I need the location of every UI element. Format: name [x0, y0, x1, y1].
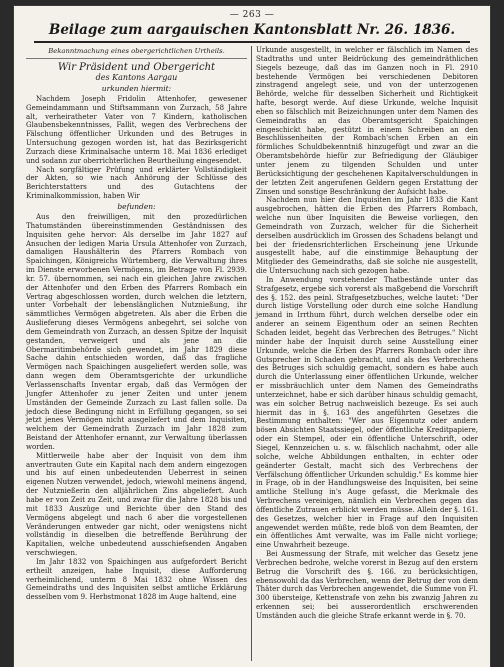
heading-canton: des Kantons Aargau: [95, 72, 178, 82]
announcement-line: Bekanntmachung eines obergerichtlichen Urtheils.: [26, 46, 247, 59]
page-number: — 263 —: [229, 10, 275, 20]
newspaper-page: [14, 6, 490, 667]
paragraph: Nach sorgfältiger Prüfung und erklärter Vollständigkeit der Akten, so wie nach Anhörung der Schlüsse des Berichterstatters und des Gutachtens der Kriminalkommission, haben Wir: [26, 165, 247, 201]
heading-found: befunden:: [117, 201, 156, 211]
text-columns: [22, 46, 482, 661]
paragraph: Nachdem Joseph Fridolin Attenhofer, gewesener Gemeindammann und Stiftsammann von Zurzach, 58 Jahre alt, verheiratheter Vater von 7 Kindern, katholischen Glaubensbekenntnisses, Fallit, wegen des Verbrechens der Fälschung öffentlicher Urkunden und des Betruges in Untersuchung gezogen worden ist, hat das Bezirksgericht Zurzach diese Kriminalsache unterm 18. Mai 1836 erlediget und sodann zur oberrichterlichen Beurtheilung eingesendet.: [26, 94, 247, 165]
paragraph: In Anwendung vorstehender Thatbestände unter das Strafgesetz, ergebe sich vorerst als maßgebend die Vorschrift des §. 152. des peinl. Strafgesetzbuches, welche lautet: "Der durch listige Vorstellung oder durch eine solche Handlung jemand in Irrthum führt, durch welchen derselbe oder ein anderer an seinem Eigenthum oder an seinen Rechten Schaden leidet, begeht das Verbrechen des Betruges." Nicht minder habe der Inquisit durch seine Ausstellung einer Urkunde, welche die Erben des Pfarrers Rombach oder ihre Gutsprecher in Schaden gebracht, und als des Verbrechens des Betruges sich schuldig gemacht, sondern es habe auch durch die Unterlassung einer öffentlichen Urkunde, welcher er missbräuchlich unter dem Namen des Gemeindraths unterzeichnet, habe er sich darüber hinaus schuldig gemacht, was ein solcher Betrug nachweislich bezeuge. Es sei auch hiermit das in §. 163 des angeführten Gesetzes die Bestimmung enthalten: "Wer aus Eigennutz oder andern bösen Absichten Staatssiegel, oder öffentliche Kreditpapiere, oder ein Stempel, oder ein öffentliche Unterschrift, oder Siegel, Kennzeichen u. s. w. fälschlich nachahmt, oder alle solche, welche Abbildungen enthalten, in echter oder geänderter Gestalt, macht sich des Verbrechens der Verfälschung öffentlicher Urkunden schuldig." Es komme hier in Frage, ob in der Handlungsweise des Inquisiten, bei seine amtliche Stellung in's Auge gefasst, die Merkmale des Verbrechens vereinigen, nämlich ein Verbrechen gegen das öffentliche Zutrauen erblickt werden müsse. Allein der §. 161. des Gesetzes, welcher hier in Frage auf den Inquisiten angewendet werden müßte, rede bloß von dem Beamten, der ein öffentliches Amt verwalte, was im Falle nicht vorliege; eine Unwahrheit bezeuge.: [256, 275, 478, 550]
left-column: [22, 46, 252, 661]
paragraph: Im Jahr 1832 von Spaichingen aus aufgefordert Bericht ertheilt anzeigen, habe Inquisit, diese Aufforderung verheimlichend, unterm 8 Mai 1832 ohne Wissen des Gemeindraths und des Inquisiten selbst amtliche Erklärung desselben vom 9. Herbstmonat 1828 im Auge haltend, eine: [26, 557, 247, 602]
paragraph: Aus den freiwilligen, mit den prozedürlichen Thatumständen übereinstimmenden Geständnissen des Inquisiten gehe hervor: Als derselbe im Jahr 1827 auf Ansuchen der ledigen Maria Ursula Attenhofer von Zurzach, damaligen Haushälterin des Pfarrers Rombach von Spaichingen, Königreichs Würtemberg, die Verwaltung ihres im Dienste erworbenen Vermögens, im Betrage von Fl. 2939. kr. 57. übernommen, sei nach ein gleichen Jahre zwischen der Attenhofer und den Erben des Pfarrers Rombach ein Vertrag abgeschlossen worden, durch welchen die letztern, unter Vorbehalt der lebenslänglichen Nutznießung, ihr sämmtliches Vermögen abgetreten. Als aber die Erben die Auslieferung dieses Vermögens anbegehrt, sei solche von dem Gemeindrath von Zurzach, an dessen Spitze der Inquisit gestanden, verweigert und als jene an die Obermaritimbehörde sich gewendet, im Jahr 1829 diese Sache dahin entschieden worden, daß das fragliche Vermögen nach Spaichingen ausgeliefert werden solle, was dann wegen dem Oberamtsgerichte der urkundliche Verlassenschafts Inventar ergab, daß das Vermögen der Jungfer Attenhofer zu jener Zeiten und unter jenem Umständen der Gemeinde Zurzach zu Last fallen solle. Da jedoch diese Bedingung nicht in Erfüllung gegangen, so sei jetzt jenes Vermögen nicht ausgeliefert und dem Inquisiten, welchem der Gemeindrath Zurzach im Jahr 1828 zum Beistand der Attenhofer ernannt, zur Verwaltung überlassen worden.: [26, 212, 247, 451]
paragraph: Bei Ausmessung der Strafe, mit welcher das Gesetz jene Verbrechen bedrohe, welche vorerst in Bezug auf den erstern Betrug die Vorschrift des §. 166. zu berücksichtigen, ebensowohl da das Verbrechen, wenn der Betrug der von dem Thäter durch das Verbrechen angewendet, die Summe von Fl. 300 übersteige, Kettenstrafe von zehn bis zwanzig Jahren zu erkennen sei; bei ausserordentlich erschwerenden Umständen auch die gleiche Strafe erkannt werde in §. 70.: [256, 550, 478, 620]
right-column: [252, 46, 482, 661]
paragraph: Mittlerweile habe aber der Inquisit von dem ihm anvertrauten Gute ein Kapital nach dem andern eingezogen und bis auf einen unbedeutenden Ueberrest in seinen eigenen Nutzen verwendet, jedoch, wiewohl meinens ängend, der Nutznießerin den alljährlichen Zins abgeliefert. Auch habe er von Zeit zu Zeit, und zwar für die Jahre 1828 bis und mit 1833 Auszüge und Berichte über den Stand des Vermögens abgelegt und nach 6 aber die vorgestellenen Veränderungen entweder gar nicht, oder wenigstens nicht vollständig in dieselben die betreffende Berührung der Kapitalien, welche unbedeutend ausschiefsenden Angaben verschwiegen.: [26, 451, 247, 558]
page-title: Beilage zum aargauischen Kantonsblatt Nr. 26. 1836.: [34, 22, 470, 43]
heading-court: Wir Präsident und Obergericht: [57, 61, 216, 73]
paragraph: Urkunde ausgestellt, in welcher er fälschlich im Namen des Stadtraths und unter Beidrückung des gemeindräthlichen Siegels bezeuge, daß das im Ganzen noch in Fl. 2910 bestehende Vermögen bei verschiedenen Debitoren zinstragend angelegt seie, und von der unterzogenen Behörde, welche für desselben Sicherheit und Richtigkeit hafte, besorgt werde. Auf diese Urkunde, welche Inquisit eben so fälschlich mit Beizeichnungen unter dem Namen des Gemeindraths an das Oberamtsgericht Spaichingen eingeschickt habe, gestützt in einem Schreiben an den Beschlüssenheiten der Rombach'schen Erben an ein förmliches Schuldbekenntniß hinzugefügt und zwar an die Oberamtsbehörde hiefür zur Befriedigung der Gläubiger unter jenem zu tilgenden Schulden und unter Berücksichtigung der geschehenen Kapitalverschuldungen in der letzten Zeit angerufenen Geldern gegen Erstattung der Zinsen und sonstige Beschränkung der Aufsicht habe.: [256, 46, 478, 196]
paragraph: Nachdem nun hier den Inquisiten im Jahr 1833 die Kant ausgebrochen, hätten die Erben des Pfarrers Rombach, welche nun über Inquisiten die Beweise vorliegen, den Gemeindrath von Zurzach, welcher für die Sicherheit derselben ausdrücklich im Grossen des Schadens belangt und bei der friedensrichterlichen Erscheinung jene Urkunde ausgestellt habe, auf die einstimmige Behauptung der Mitglieder des Gemeindraths, daß sie solche nie ausgestellt, die Untersuchung nach sich gezogen habe.: [256, 196, 478, 276]
heading-certify: urkunden hiermit:: [101, 83, 172, 93]
